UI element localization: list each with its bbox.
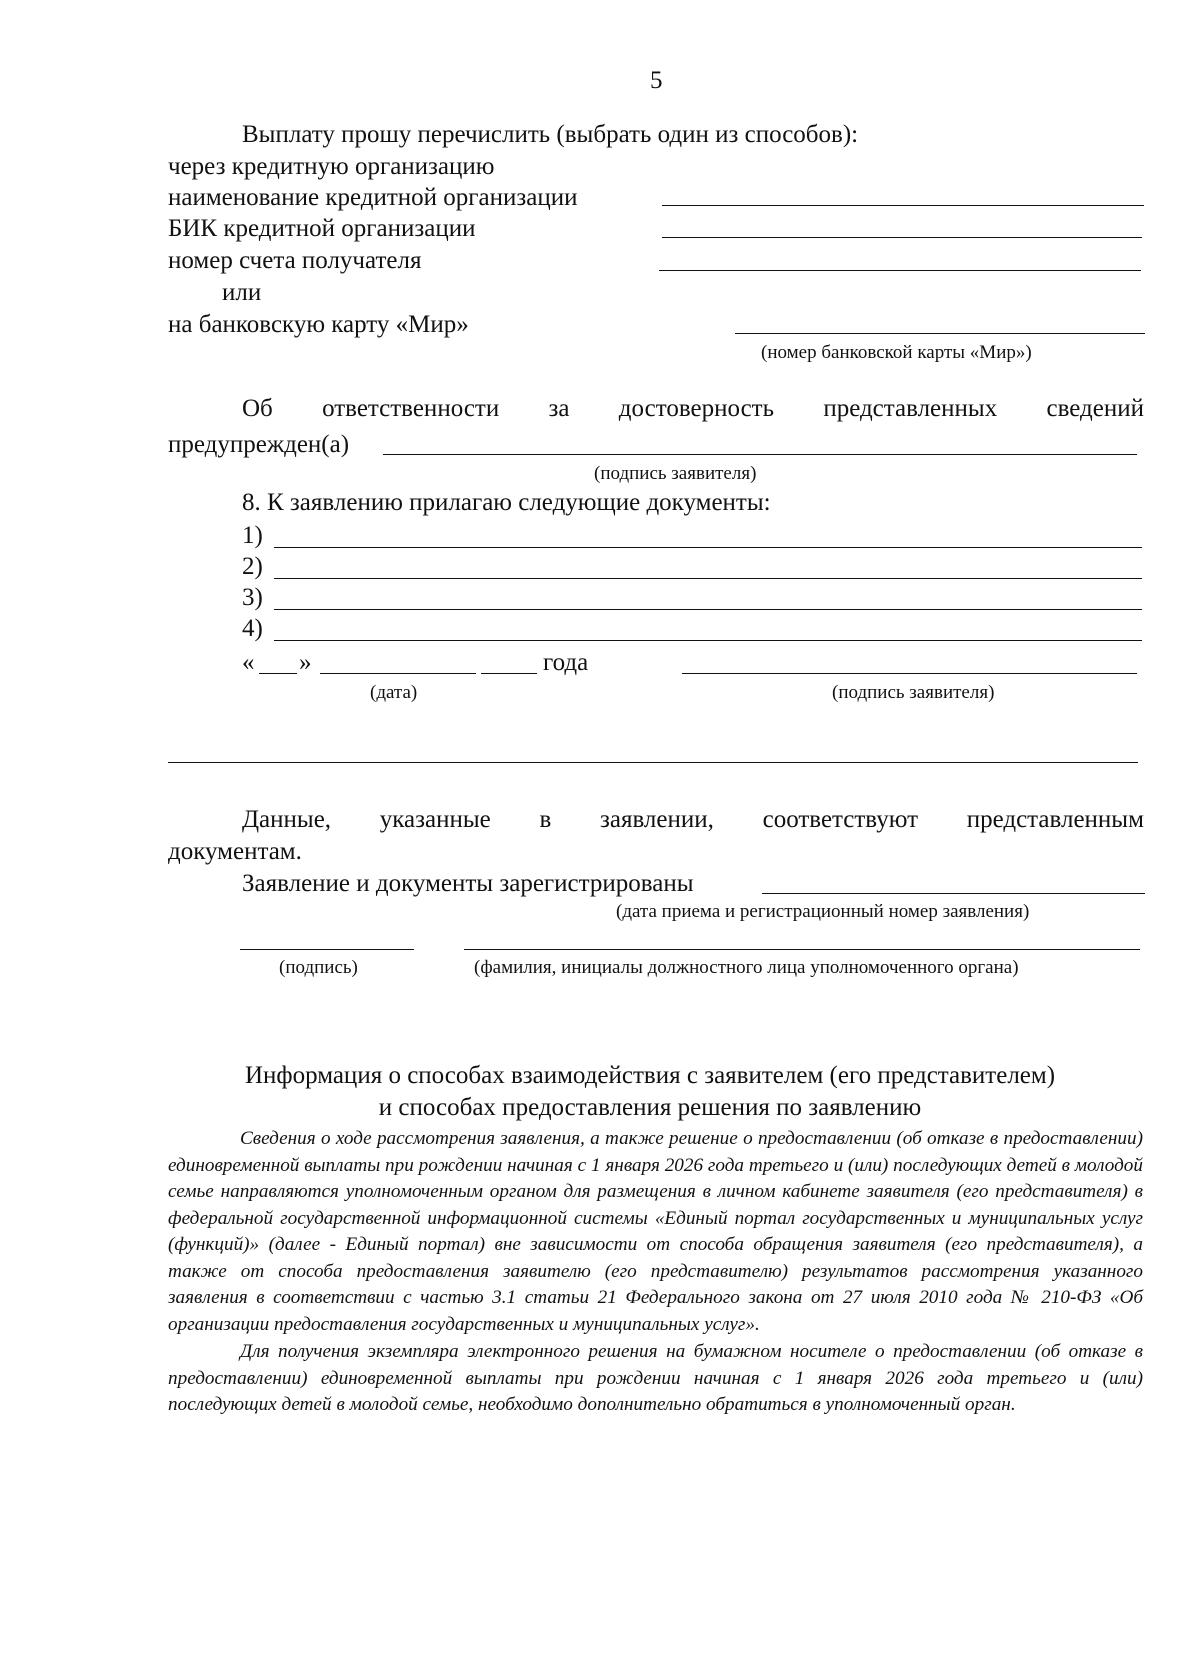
applicant-signature-caption: (подпись заявителя) <box>832 682 995 703</box>
or-label: или <box>222 279 262 306</box>
credit-org-name-label: наименование кредитной организации <box>168 184 578 211</box>
credit-org-name-field[interactable] <box>662 205 1144 206</box>
resp-word: достоверность <box>618 395 775 422</box>
via-credit-org-label: через кредитную организацию <box>168 153 495 180</box>
info-paragraph: Для получения экземпляра электронного решения на бумажном носителе о предоставлении (об отказе в предоставлении) единовременной выплаты при рождении начиная с 1 января 2026 года третьего и (или) последующих детей в молодой семье, необходимо дополнительно обратиться в уполномоченный орган. <box>168 1341 1143 1415</box>
date-close-quote: » <box>299 649 312 676</box>
match-word: Данные, <box>242 806 332 833</box>
resp-word: сведений <box>1046 395 1144 422</box>
responsibility-signature-field[interactable] <box>383 454 1137 455</box>
sign-caption: (подпись) <box>279 957 358 978</box>
registered-label: Заявление и документы зарегистрированы <box>242 870 694 897</box>
card-caption: (номер банковской карты «Мир») <box>761 342 1032 363</box>
match-word: указанные <box>379 806 491 833</box>
date-caption: (дата) <box>370 682 418 703</box>
page-number: 5 <box>650 67 663 94</box>
attachments-heading: 8. К заявлению прилагаю следующие документы: <box>242 489 771 516</box>
attachment-item-number: 4) <box>242 615 263 642</box>
attachment-item-number: 3) <box>242 584 263 611</box>
card-label: на банковскую карту «Мир» <box>168 311 469 338</box>
info-paragraph: Сведения о ходе рассмотрения заявления, а также решение о предоставлении (об отказе в предоставлении) единовременной выплаты при рождении начиная с 1 января 2026 года третьего и (или) последующих детей в молодой семье направляются уполномоченным органом для размещения в личном кабинете заявителя (его представителя) в федеральной государственной информационной системы «Единый портал государственных и муниципальных услуг (функций)» (далее - Единый портал) вне зависимости от способа обращения заявителя (его представителя), а также от способа предоставления заявителю (его представителю) результатов рассмотрения указанного заявления в соответствии с частью 3.1 статьи 21 Федерального закона от 27 июля 2010 года № 210-ФЗ «Об организации предоставления государственных и муниципальных услуг». <box>168 1128 1143 1335</box>
resp-word: Об <box>242 395 273 422</box>
info-title-line2: и способах предоставления решения по заявлению <box>378 1094 922 1121</box>
match-word: в <box>539 806 552 833</box>
attachment-field[interactable] <box>274 609 1142 610</box>
date-month-field[interactable] <box>320 673 476 674</box>
section-separator <box>168 762 1138 763</box>
resp-word: за <box>548 395 570 422</box>
official-caption: (фамилия, инициалы должностного лица уполномоченного органа) <box>474 957 1019 978</box>
official-name-field[interactable] <box>464 949 1140 950</box>
attachment-item-number: 1) <box>242 522 263 549</box>
bik-label: БИК кредитной организации <box>168 215 476 242</box>
date-day-field[interactable] <box>259 673 297 674</box>
resp-word: ответственности <box>322 395 500 422</box>
info-title-line1: Информация о способах взаимодействия с заявителем (его представителем) <box>244 1062 1056 1089</box>
match-end: документам. <box>168 838 302 865</box>
registered-caption: (дата приема и регистрационный номер заявления) <box>616 901 1030 922</box>
date-year-field[interactable] <box>481 673 537 674</box>
registration-number-field[interactable] <box>762 893 1145 894</box>
official-signature-field[interactable] <box>240 949 414 950</box>
registration-match-line <box>242 805 1144 835</box>
payment-intro: Выплату прошу перечислить (выбрать один из способов): <box>242 121 859 148</box>
info-body <box>168 1126 1143 1419</box>
match-word: заявлении, <box>599 806 714 833</box>
resp-word: представленных <box>823 395 998 422</box>
match-word: соответствуют <box>762 806 919 833</box>
account-label: номер счета получателя <box>168 247 422 274</box>
date-open-quote: « <box>242 649 255 676</box>
attachment-field[interactable] <box>274 640 1142 641</box>
bik-field[interactable] <box>662 237 1142 238</box>
attachment-field[interactable] <box>274 578 1142 579</box>
card-number-field[interactable] <box>735 333 1145 334</box>
year-word: года <box>543 649 589 676</box>
match-word: представленным <box>966 806 1144 833</box>
warned-label: предупрежден(а) <box>168 431 350 458</box>
responsibility-line <box>242 394 1144 424</box>
attachment-field[interactable] <box>274 547 1142 548</box>
responsibility-signature-caption: (подпись заявителя) <box>594 463 757 484</box>
applicant-signature-field[interactable] <box>682 673 1137 674</box>
attachment-item-number: 2) <box>242 553 263 580</box>
account-field[interactable] <box>659 270 1141 271</box>
